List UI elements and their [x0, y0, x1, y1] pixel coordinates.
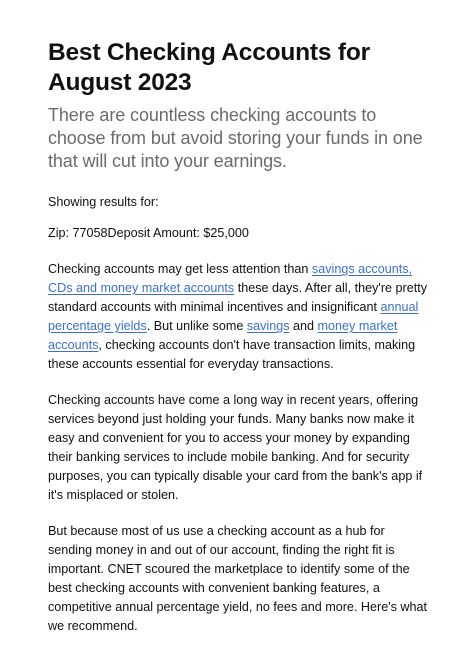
body-paragraph-2: Checking accounts have come a long way in recent years, offering services beyond just holding your funds. Many banks now make it easy and convenient for you to access your money by expanding their banking services to include mobile banking. And for security purposes, you can typically disable your card from the bank's app if it's misplaced or stolen.	[48, 393, 423, 502]
money-market-accounts-link[interactable]: money market accounts	[48, 319, 398, 352]
savings-link[interactable]: savings	[246, 319, 290, 333]
text-span: and	[289, 319, 318, 333]
annual-percentage-yields-link[interactable]: annual percentage yields	[48, 300, 419, 333]
text-span: . But unlike some	[146, 319, 247, 333]
savings-cds-money-market-link[interactable]: savings accounts, CDs and money market accounts	[48, 262, 413, 295]
intro-paragraph	[48, 260, 430, 374]
search-criteria: Zip: 77058Deposit Amount: $25,000	[48, 226, 249, 240]
text-span: , checking accounts don't have transaction limits, making these accounts essential for everyday transactions.	[48, 338, 416, 371]
text-span: Checking accounts may get less attention than	[48, 262, 312, 276]
page-subtitle: There are countless checking accounts to choose from but avoid storing your funds in one that will cut into your earnings.	[48, 105, 423, 171]
showing-results-label: Showing results for:	[48, 195, 159, 209]
page-title: Best Checking Accounts for August 2023	[48, 39, 370, 96]
text-span: these days. After all, they're pretty standard accounts with minimal incentives and insignificant	[48, 281, 428, 314]
body-paragraph-3: But because most of us use a checking account as a hub for sending money in and out of our account, finding the right fit is important. CNET scoured the marketplace to identify some of the best checking accounts with convenient banking features, a competitive annual percentage yield, no fees and more. Here's what we recommend.	[48, 524, 428, 633]
article	[48, 38, 430, 653]
